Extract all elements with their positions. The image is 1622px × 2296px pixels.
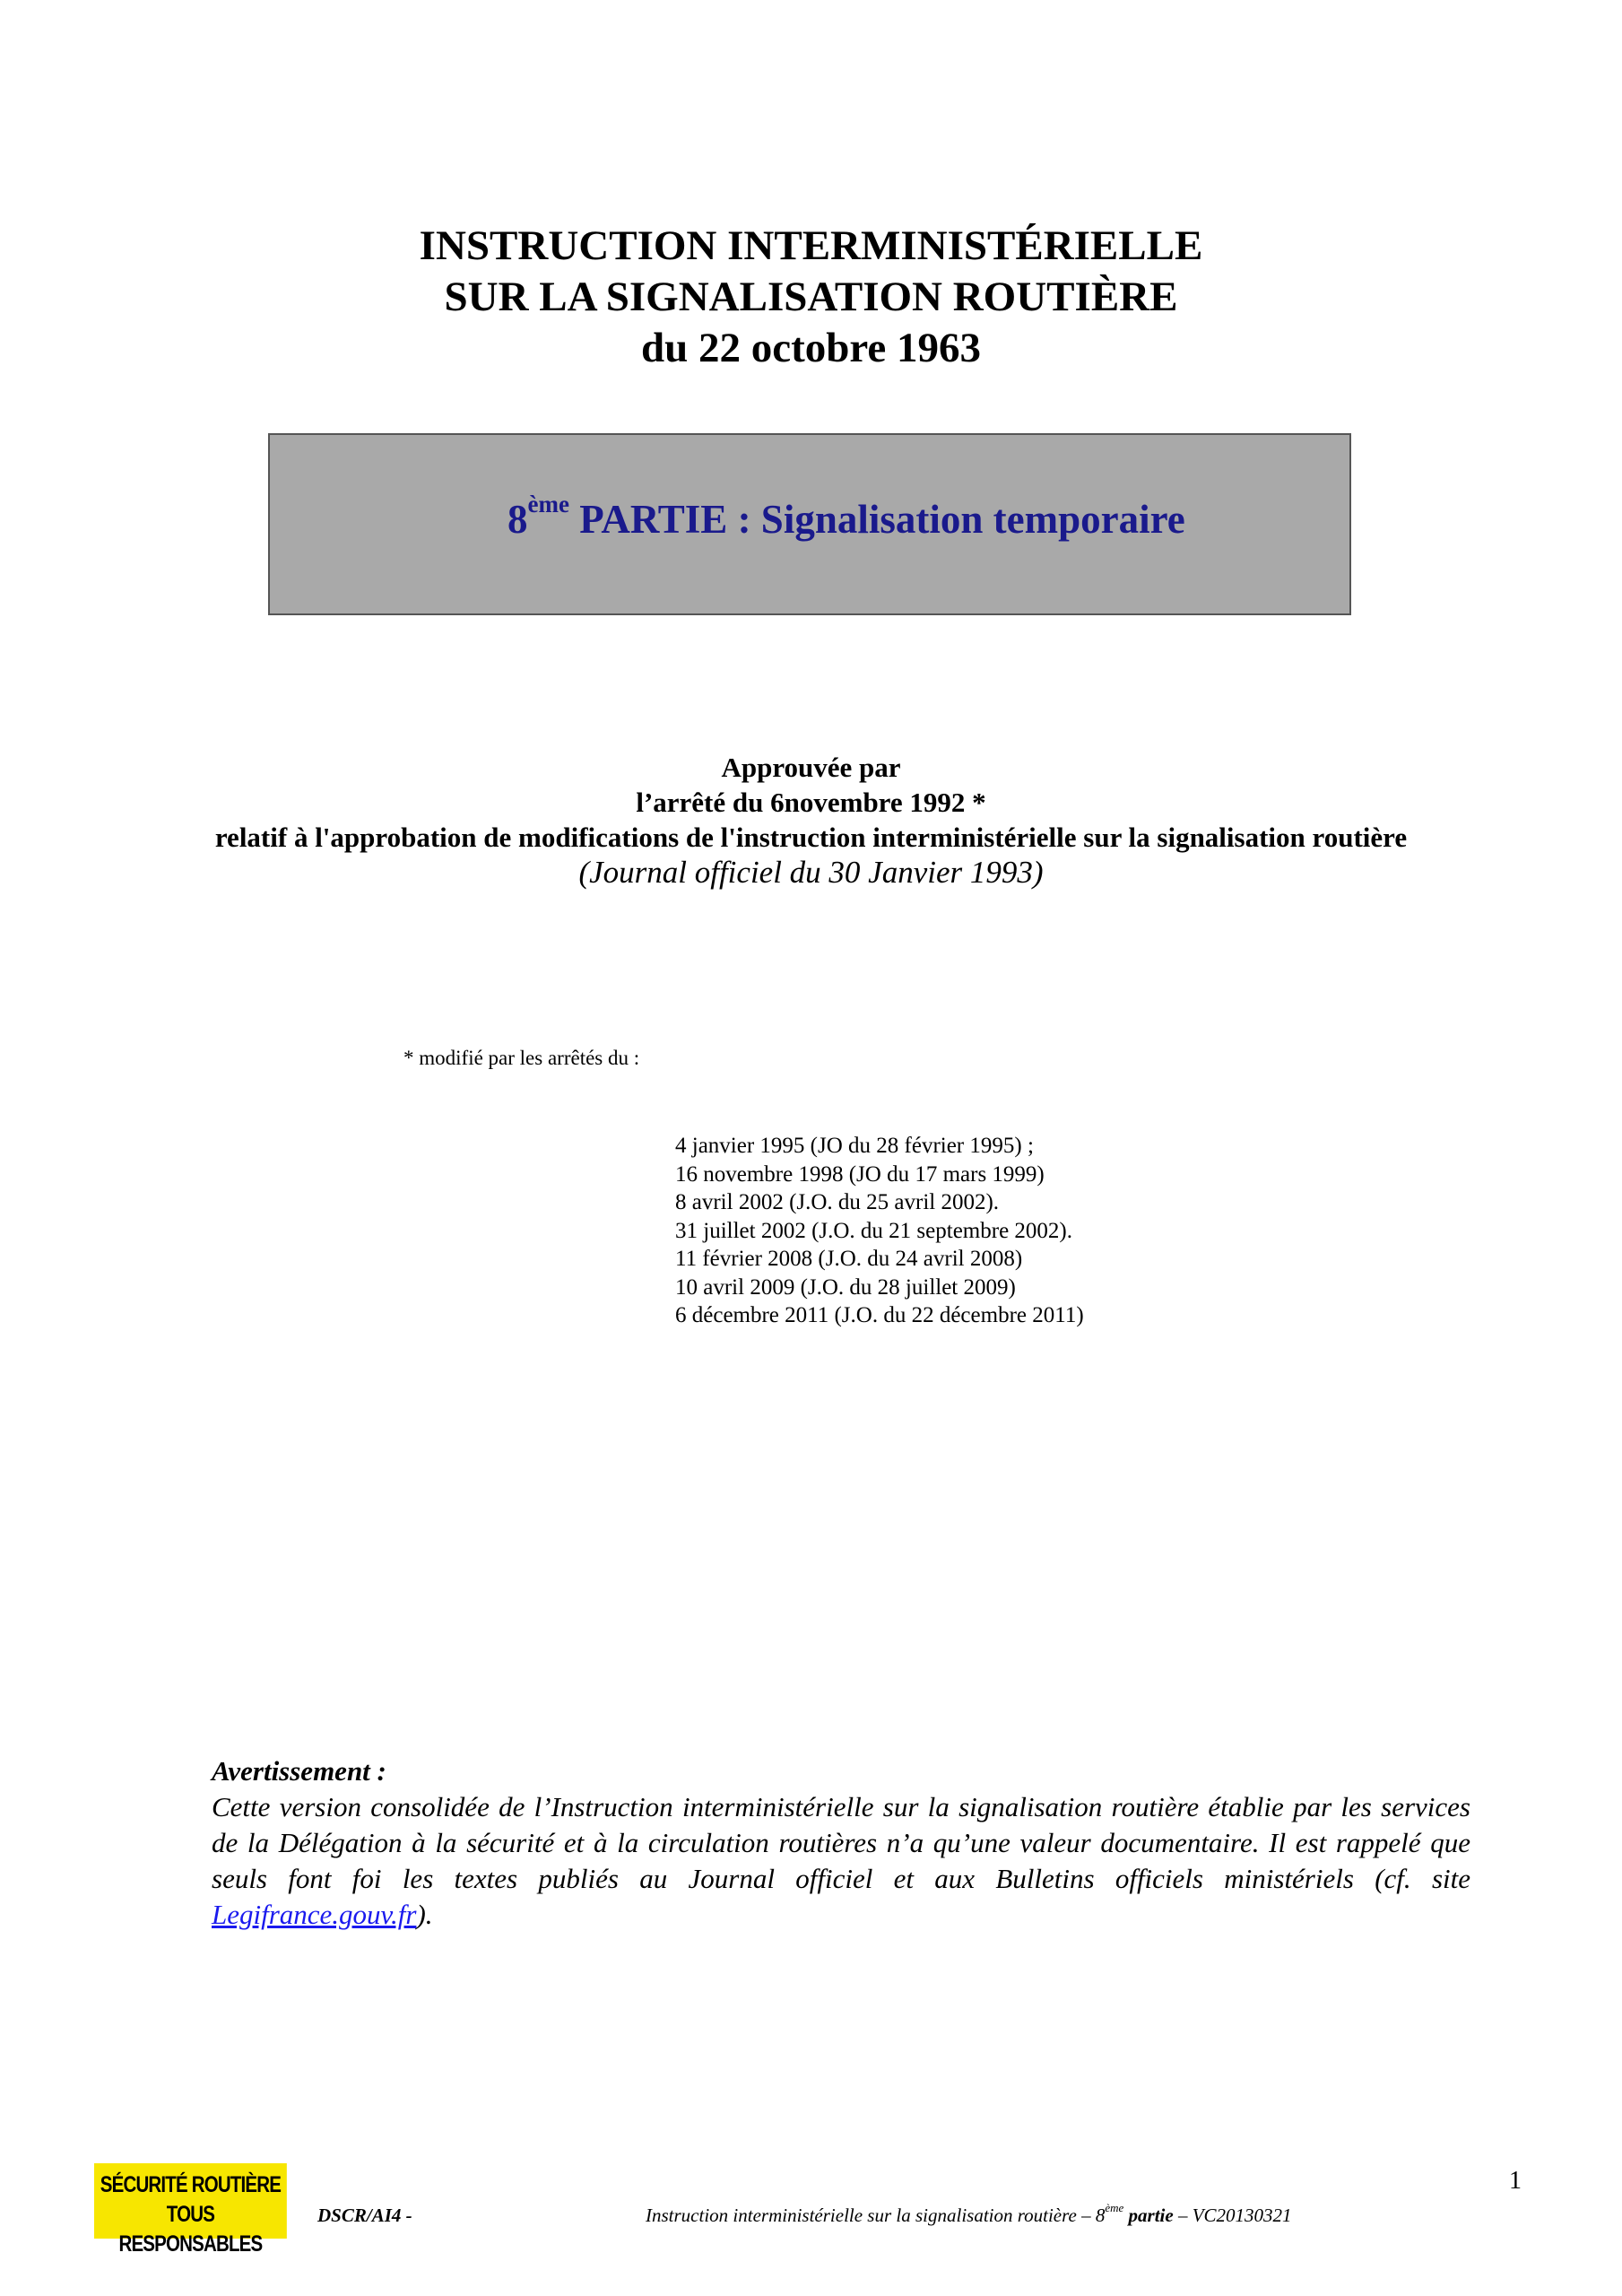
- warning-text: Cette version consolidée de l’Instruction interministérielle sur la signalisation routière établie par les services de la Délégation à la sécurité et à la circulation routières n’a qu’une valeur documentaire. Il est rappelé que seuls font foi les textes publiés au Journal officiel et aux Bulletins officiels ministériels (cf. site: [212, 1791, 1470, 1894]
- list-item: 10 avril 2009 (J.O. du 28 juillet 2009): [675, 1274, 1016, 1300]
- logo-line-1: SÉCURITÉ ROUTIÈRE: [100, 2172, 282, 2197]
- modifications-list: [675, 1132, 1084, 1330]
- footer-ordinal: ème: [1105, 2201, 1124, 2214]
- list-item: 6 décembre 2011 (J.O. du 22 décembre 2011): [675, 1303, 1084, 1327]
- approval-line-2: l’arrêté du 6novembre 1992 *: [636, 787, 986, 818]
- securite-routiere-logo: [94, 2163, 287, 2257]
- legifrance-link[interactable]: Legifrance.gouv.fr: [212, 1899, 417, 1930]
- approval-line-1: Approuvée par: [721, 752, 901, 783]
- title-line-3: du 22 octobre 1963: [640, 325, 982, 371]
- footer-prefix: Instruction interministérielle sur la signalisation routière – 8: [646, 2205, 1106, 2226]
- modifications-label: * modifié par les arrêtés du :: [403, 1047, 640, 1069]
- title-line-1: INSTRUCTION INTERMINISTÉRIELLE: [419, 222, 1203, 269]
- part-title: [507, 491, 1185, 543]
- approval-block: [0, 750, 1622, 890]
- list-item: 31 juillet 2002 (J.O. du 21 septembre 2002).: [675, 1218, 1072, 1243]
- list-item: 8 avril 2002 (J.O. du 25 avril 2002).: [675, 1190, 1000, 1214]
- warning-title: Avertissement :: [212, 1755, 386, 1787]
- list-item: 11 février 2008 (J.O. du 24 avril 2008): [675, 1247, 1023, 1271]
- approval-journal: (Journal officiel du 30 Janvier 1993): [578, 855, 1044, 890]
- footer-document-info: [646, 2201, 1292, 2227]
- footer-version: – VC20130321: [1173, 2205, 1292, 2226]
- footer-part: partie: [1123, 2205, 1174, 2226]
- title-line-2: SUR LA SIGNALISATION ROUTIÈRE: [444, 274, 1178, 320]
- warning-block: [212, 1753, 1470, 1933]
- warning-tail: ).: [416, 1899, 433, 1930]
- approval-line-3: relatif à l'approbation de modifications de l'instruction interministérielle sur la signalisation routière: [214, 822, 1408, 853]
- logo-line-2: TOUS RESPONSABLES: [118, 2202, 263, 2257]
- warning-body: [212, 1789, 1470, 1933]
- part-label: PARTIE : Signalisation temporaire: [568, 497, 1185, 542]
- part-banner: [268, 433, 1351, 615]
- document-title: [0, 221, 1622, 374]
- list-item: 4 janvier 1995 (JO du 28 février 1995) ;: [675, 1134, 1034, 1158]
- part-number: 8: [507, 497, 528, 542]
- list-item: 16 novembre 1998 (JO du 17 mars 1999): [675, 1161, 1045, 1187]
- page-number: 1: [1509, 2167, 1522, 2195]
- footer-reference: DSCR/AI4 -: [317, 2205, 412, 2226]
- part-ordinal: ème: [527, 491, 569, 517]
